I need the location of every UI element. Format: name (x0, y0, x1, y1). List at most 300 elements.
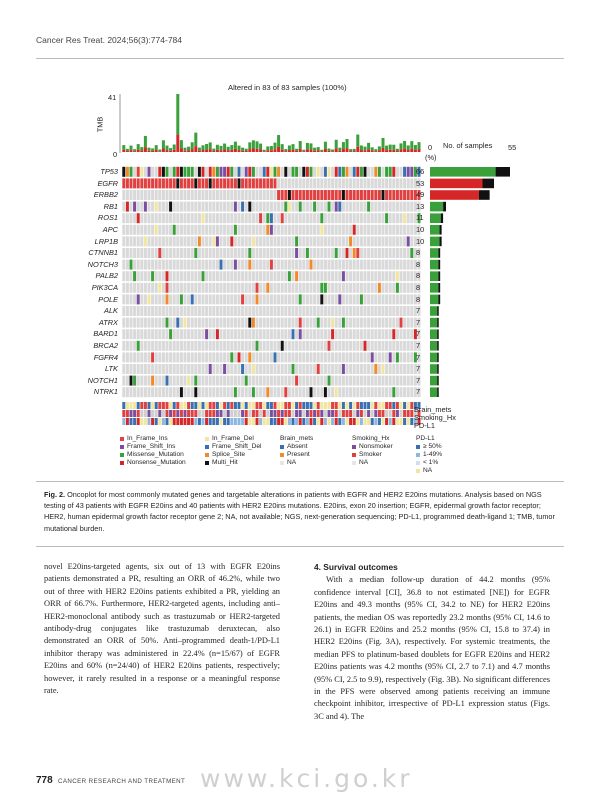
mutation-cell (317, 318, 320, 328)
mutation-cell (266, 202, 269, 212)
mutation-cell (317, 306, 320, 316)
mutation-cell (180, 376, 183, 386)
tmb-bar (137, 144, 140, 150)
mutation-cell (367, 236, 370, 246)
mutation-cell (259, 364, 262, 374)
mutation-cell (263, 213, 266, 223)
mutation-cell (382, 376, 385, 386)
mutation-cell (295, 248, 298, 258)
mutation-cell (335, 387, 338, 397)
mutation-cell (356, 352, 359, 362)
mutation-cell (245, 167, 248, 177)
mutation-cell (407, 202, 410, 212)
mutation-cell (205, 178, 208, 188)
mutation-cell (277, 387, 280, 397)
mutation-cell (234, 352, 237, 362)
mutation-cell (356, 294, 359, 304)
mutation-cell (187, 248, 190, 258)
mutation-cell (194, 329, 197, 339)
mutation-cell (194, 341, 197, 351)
mutation-cell (248, 213, 251, 223)
mutation-cell (180, 294, 183, 304)
mutation-cell (364, 329, 367, 339)
mutation-cell (234, 271, 237, 281)
mutation-cell (371, 387, 374, 397)
mutation-cell (151, 167, 154, 177)
tmb-bar (313, 148, 316, 151)
clinical-track-cell (176, 402, 179, 409)
mutation-cell (335, 283, 338, 293)
mutation-cell (288, 341, 291, 351)
mutation-cell (389, 202, 392, 212)
mutation-cell (403, 283, 406, 293)
mutation-cell (274, 225, 277, 235)
mutation-cell (205, 387, 208, 397)
mutation-cell (374, 306, 377, 316)
tmb-bar (270, 146, 273, 150)
mutation-cell (202, 283, 205, 293)
mutation-cell (364, 364, 367, 374)
mutation-cell (176, 341, 179, 351)
mutation-cell (209, 376, 212, 386)
mutation-cell (130, 364, 133, 374)
legend-item: < 1% (423, 459, 439, 466)
clinical-track-cell (382, 402, 385, 409)
mutation-cell (299, 271, 302, 281)
tmb-bar (284, 149, 287, 151)
tmb-bar-segment (382, 148, 385, 152)
mutation-cell (364, 248, 367, 258)
mutation-cell (400, 352, 403, 362)
tmb-bar-segment (331, 151, 334, 152)
tmb-bar-segment (414, 150, 417, 152)
tmb-bar (288, 145, 291, 150)
mutation-cell (320, 306, 323, 316)
clinical-track-cell (137, 418, 140, 425)
clinical-track-cell (252, 410, 255, 417)
mutation-cell (320, 341, 323, 351)
mutation-cell (374, 202, 377, 212)
mutation-cell (194, 236, 197, 246)
mutation-cell (140, 352, 143, 362)
mutation-cell (256, 167, 259, 177)
mutation-cell (320, 236, 323, 246)
mutation-cell (259, 260, 262, 270)
mutation-cell (342, 236, 345, 246)
clinical-track-cell (140, 418, 143, 425)
mutation-cell (166, 364, 169, 374)
clinical-track-cell (169, 410, 172, 417)
mutation-cell (299, 387, 302, 397)
mutation-cell (230, 341, 233, 351)
mutation-cell (158, 329, 161, 339)
clinical-track-cell (162, 410, 165, 417)
mutation-cell (302, 260, 305, 270)
clinical-track-cell (317, 410, 320, 417)
mutation-cell (148, 271, 151, 281)
mutation-cell (400, 225, 403, 235)
mutation-cell (346, 329, 349, 339)
mutation-cell (137, 190, 140, 200)
mutation-cell (266, 260, 269, 270)
mutation-cell (194, 306, 197, 316)
mutation-cell (205, 294, 208, 304)
sample-count-bar (430, 318, 437, 328)
mutation-cell (392, 260, 395, 270)
mutation-cell (173, 190, 176, 200)
mutation-cell (194, 225, 197, 235)
mutation-cell (191, 202, 194, 212)
clinical-track-cell (241, 402, 244, 409)
mutation-cell (288, 248, 291, 258)
clinical-track-cell (320, 418, 323, 425)
clinical-track-cell (166, 402, 169, 409)
mutation-cell (166, 213, 169, 223)
mutation-cell (335, 329, 338, 339)
mutation-cell (140, 306, 143, 316)
percent-label: 8 (416, 294, 421, 304)
mutation-cell (184, 167, 187, 177)
mutation-cell (256, 329, 259, 339)
mutation-cell (302, 167, 305, 177)
mutation-cell (263, 271, 266, 281)
mutation-cell (382, 364, 385, 374)
mutation-cell (288, 364, 291, 374)
mutation-cell (155, 283, 158, 293)
mutation-cell (284, 213, 287, 223)
mutation-cell (342, 202, 345, 212)
clinical-track-cell (410, 410, 413, 417)
mutation-cell (274, 329, 277, 339)
clinical-track-cell (227, 410, 230, 417)
tmb-bar-segment (342, 149, 345, 152)
mutation-cell (396, 364, 399, 374)
mutation-cell (378, 213, 381, 223)
mutation-cell (126, 387, 129, 397)
page-number: 778 (36, 775, 53, 786)
mutation-cell (126, 318, 129, 328)
sample-count-bar (430, 387, 437, 397)
clinical-track-cell (382, 410, 385, 417)
mutation-cell (335, 213, 338, 223)
mutation-cell (220, 202, 223, 212)
mutation-cell (216, 329, 219, 339)
legend-item: NA (359, 459, 369, 466)
mutation-cell (248, 167, 251, 177)
right-text-column (314, 561, 550, 723)
mutation-cell (382, 167, 385, 177)
clinical-track-cell (328, 410, 331, 417)
mutation-cell (281, 294, 284, 304)
tmb-bar-segment (259, 149, 262, 152)
mutation-cell (212, 364, 215, 374)
mutation-cell (209, 283, 212, 293)
mutation-cell (364, 283, 367, 293)
mutation-cell (126, 341, 129, 351)
mutation-cell (292, 178, 295, 188)
mutation-cell (295, 306, 298, 316)
mutation-cell (360, 329, 363, 339)
mutation-cell (349, 202, 352, 212)
mutation-cell (364, 352, 367, 362)
tmb-bar-segment (230, 150, 233, 152)
clinical-track-cell (313, 418, 316, 425)
mutation-cell (198, 364, 201, 374)
mutation-cell (400, 202, 403, 212)
mutation-cell (137, 248, 140, 258)
tmb-bar-segment (295, 151, 298, 152)
mutation-cell (320, 167, 323, 177)
tmb-bar (299, 141, 302, 149)
mutation-cell (266, 167, 269, 177)
clinical-track-cell (324, 418, 327, 425)
mutation-cell (205, 352, 208, 362)
mutation-cell (288, 213, 291, 223)
mutation-cell (241, 202, 244, 212)
mutation-cell (277, 306, 280, 316)
sample-count-bar (430, 202, 443, 212)
clinical-track-cell (313, 402, 316, 409)
mutation-cell (338, 306, 341, 316)
mutation-cell (292, 236, 295, 246)
mutation-cell (191, 387, 194, 397)
mutation-cell (410, 260, 413, 270)
mutation-cell (180, 178, 183, 188)
mutation-cell (166, 190, 169, 200)
mutation-cell (248, 387, 251, 397)
mutation-cell (310, 271, 313, 281)
mutation-cell (166, 260, 169, 270)
tmb-bar-segment (194, 146, 197, 152)
mutation-cell (396, 271, 399, 281)
gene-label: TP53 (100, 167, 118, 176)
tmb-bar (169, 148, 172, 151)
mutation-cell (176, 178, 179, 188)
mutation-cell (140, 178, 143, 188)
mutation-cell (209, 341, 212, 351)
mutation-cell (349, 248, 352, 258)
clinical-track-cell (252, 402, 255, 409)
mutation-cell (346, 352, 349, 362)
mutation-cell (220, 283, 223, 293)
mutation-cell (374, 190, 377, 200)
mutation-cell (310, 306, 313, 316)
mutation-cell (248, 202, 251, 212)
mutation-cell (194, 376, 197, 386)
mutation-cell (295, 236, 298, 246)
mutation-cell (209, 190, 212, 200)
clinical-track-cell (302, 402, 305, 409)
mutation-cell (389, 167, 392, 177)
tmb-bar (335, 140, 338, 149)
mutation-cell (220, 260, 223, 270)
mutation-cell (407, 213, 410, 223)
legend-swatch (205, 437, 209, 441)
mutation-cell (223, 306, 226, 316)
sample-count-bar (430, 329, 437, 339)
tmb-bar (266, 146, 269, 150)
tmb-bar (205, 144, 208, 150)
sample-count-bar (430, 213, 441, 223)
mutation-cell (227, 376, 230, 386)
mutation-cell (274, 341, 277, 351)
mutation-cell (137, 225, 140, 235)
tmb-bar (245, 149, 248, 151)
mutation-cell (248, 318, 251, 328)
mutation-cell (400, 260, 403, 270)
mutation-cell (234, 283, 237, 293)
mutation-cell (385, 387, 388, 397)
mutation-cell (202, 167, 205, 177)
mutation-cell (331, 341, 334, 351)
mutation-cell (274, 352, 277, 362)
mutation-cell (284, 283, 287, 293)
mutation-cell (385, 376, 388, 386)
clinical-track-cell (155, 410, 158, 417)
mutation-cell (220, 271, 223, 281)
samples-axis-min: 0 (428, 143, 433, 152)
mutation-cell (223, 271, 226, 281)
sample-count-bar-segment (437, 387, 439, 397)
mutation-cell (191, 283, 194, 293)
clinical-track-cell (238, 410, 241, 417)
clinical-track-cell (284, 402, 287, 409)
mutation-cell (292, 225, 295, 235)
mutation-cell (299, 202, 302, 212)
sample-count-bar (430, 353, 437, 363)
mutation-cell (209, 236, 212, 246)
mutation-cell (284, 178, 287, 188)
mutation-cell (238, 329, 241, 339)
mutation-cell (400, 248, 403, 258)
mutation-cell (162, 294, 165, 304)
mutation-cell (223, 260, 226, 270)
mutation-cell (234, 364, 237, 374)
mutation-cell (382, 283, 385, 293)
right-paragraph: With a median follow-up duration of 44.2 months (95% confidence interval [CI], 36.8 to not estimated [NE]) for EGFR E20ins and 49.3 months (95% CI, 34.2 to NE) for HER2 E20ins patients, the median OS was reportedly 23.2 months (95% CI, 14.6 to 26.1) in EGFR E20ins and 25.2 months (95% CI, 15.8 to 37.4) in HER2 E20ins (Fig. 3A), respectively. For systemic treatments, the median PFS to platinum-based doublets for EGFR E20ins and HER2 E20ins patients was 4.2 months (95% CI, 2.7 to 7.1) and 4.7 months (95% CI, 2.5 to 9.9), respectively (Fig. 3B). No significant differences in the PFS were observed among patients receiving an immune checkpoint inhibitor, irrespective of PD-L1 expression status (Figs. 3C and 4). The (314, 575, 550, 721)
mutation-cell (400, 306, 403, 316)
tmb-bar (342, 142, 345, 149)
mutation-cell (126, 248, 129, 258)
mutation-cell (173, 329, 176, 339)
tmb-bar-segment (252, 148, 255, 152)
mutation-cell (328, 283, 331, 293)
mutation-cell (122, 341, 125, 351)
legend-swatch (416, 445, 420, 449)
mutation-cell (144, 236, 147, 246)
mutation-cell (130, 213, 133, 223)
mutation-cell (367, 364, 370, 374)
mutation-cell (410, 376, 413, 386)
mutation-cell (364, 190, 367, 200)
mutation-cell (306, 190, 309, 200)
mutation-cell (248, 260, 251, 270)
mutation-cell (140, 225, 143, 235)
mutation-cell (169, 271, 172, 281)
clinical-track-cell (310, 410, 313, 417)
tmb-bar-segment (191, 149, 194, 152)
tmb-bar-segment (162, 148, 165, 152)
mutation-cell (360, 236, 363, 246)
tmb-bar-segment (270, 150, 273, 152)
mutation-cell (176, 294, 179, 304)
mutation-cell (176, 376, 179, 386)
mutation-cell (403, 376, 406, 386)
clinical-track-cell (335, 402, 338, 409)
mutation-cell (364, 213, 367, 223)
tmb-bar-segment (202, 150, 205, 152)
mutation-cell (173, 225, 176, 235)
sample-count-bar-segment (437, 376, 439, 386)
mutation-cell (162, 167, 165, 177)
mutation-cell (385, 260, 388, 270)
tmb-bar (364, 147, 367, 151)
tmb-bar (155, 145, 158, 150)
mutation-cell (198, 306, 201, 316)
legend-swatch (205, 453, 209, 457)
mutation-cell (410, 283, 413, 293)
gene-label: ALK (104, 306, 118, 316)
mutation-cell (403, 178, 406, 188)
sample-count-bar-segment (438, 283, 440, 293)
mutation-cell (371, 190, 374, 200)
tmb-bar-segment (346, 148, 349, 152)
mutation-cell (392, 318, 395, 328)
mutation-cell (169, 352, 172, 362)
clinical-track-cell (194, 410, 197, 417)
mutation-cell (187, 306, 190, 316)
percent-label: 7 (416, 317, 421, 327)
mutation-cell (400, 178, 403, 188)
mutation-cell (324, 190, 327, 200)
mutation-cell (227, 283, 230, 293)
mutation-cell (212, 283, 215, 293)
mutation-cell (133, 376, 136, 386)
mutation-cell (277, 329, 280, 339)
mutation-cell (299, 294, 302, 304)
mutation-cell (133, 364, 136, 374)
mutation-cell (295, 294, 298, 304)
mutation-cell (130, 190, 133, 200)
mutation-cell (220, 213, 223, 223)
mutation-cell (374, 248, 377, 258)
mutation-cell (306, 260, 309, 270)
mutation-cell (410, 190, 413, 200)
mutation-cell (191, 167, 194, 177)
clinical-track-cell (349, 410, 352, 417)
mutation-cell (180, 248, 183, 258)
clinical-track-cell (180, 402, 183, 409)
clinical-track-cell (396, 402, 399, 409)
legend-swatch (120, 445, 124, 449)
mutation-cell (331, 387, 334, 397)
tmb-bar-segment (328, 151, 331, 152)
mutation-cell (176, 236, 179, 246)
clinical-tracks (122, 402, 420, 425)
mutation-cell (270, 236, 273, 246)
mutation-cell (281, 387, 284, 397)
mutation-cell (378, 271, 381, 281)
mutation-cell (338, 376, 341, 386)
mutation-cell (266, 190, 269, 200)
mutation-cell (151, 318, 154, 328)
mutation-cell (263, 202, 266, 212)
mutation-cell (371, 248, 374, 258)
mutation-cell (241, 364, 244, 374)
figure-caption (44, 489, 556, 534)
mutation-cell (184, 260, 187, 270)
mutation-cell (263, 387, 266, 397)
